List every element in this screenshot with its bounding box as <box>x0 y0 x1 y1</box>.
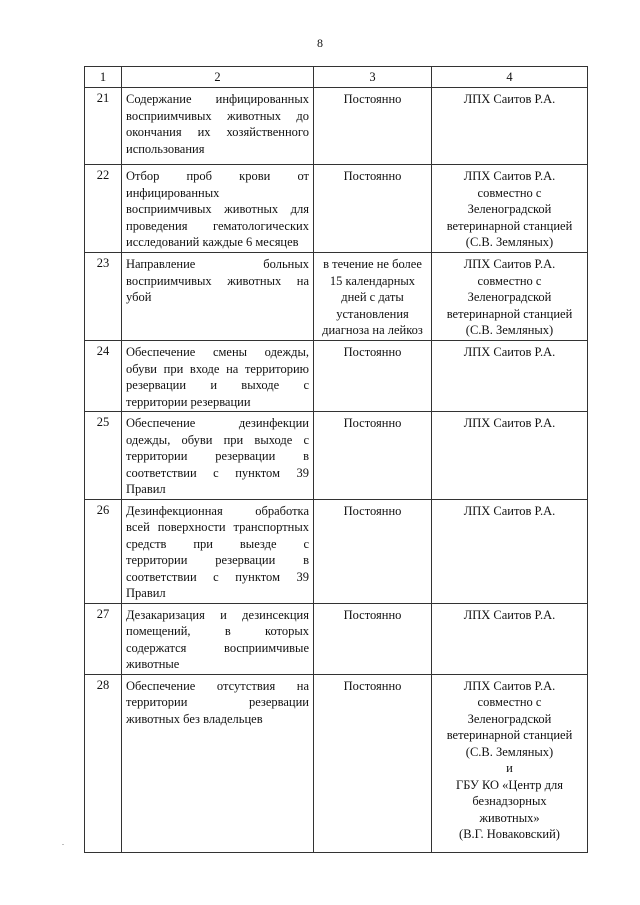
responsible-party-line: совместно с <box>477 273 542 288</box>
responsible-party-line: Зеленоградской <box>467 202 552 216</box>
measure-description <box>122 603 314 674</box>
column-header: 4 <box>432 67 588 88</box>
responsible-party-line: (В.Г. Новаковский) <box>459 827 560 841</box>
measure-description-line: Содержание инфицированных <box>126 92 309 106</box>
table-row <box>85 603 588 674</box>
responsible-party-line: ГБУ КО «Центр для <box>456 777 563 792</box>
row-number: 26 <box>85 499 122 603</box>
responsible-party-line: Зеленоградской <box>467 290 552 304</box>
measure-description-line: Обеспечение смены одежды, <box>126 345 309 359</box>
responsible-party-line: ветеринарной станцией <box>446 218 573 233</box>
responsible-party-line: ветеринарной станцией <box>446 728 573 742</box>
responsible-party-line: ветеринарной станцией <box>446 306 573 321</box>
measure-description-line: восприимчивых животных до <box>126 108 309 123</box>
measure-term-line: Постоянно <box>343 678 402 693</box>
measure-description <box>122 341 314 412</box>
measure-term <box>314 341 432 412</box>
responsible-party-line: и <box>506 761 513 775</box>
measure-description <box>122 412 314 500</box>
measure-description-line: Дезакаризация и дезинсекция <box>126 607 309 622</box>
measure-description-line: территории резервации <box>126 394 251 409</box>
responsible-party <box>432 499 588 603</box>
measure-term-line: Постоянно <box>343 416 402 430</box>
responsible-party-line: ЛПХ Саитов Р.А. <box>463 503 556 518</box>
measure-description-line: обуви при входе на территорию <box>126 361 309 376</box>
table-row <box>85 341 588 412</box>
responsible-party-line: ЛПХ Саитов Р.А. <box>463 345 556 359</box>
measure-term-line: Постоянно <box>343 607 402 622</box>
measure-description-line: Обеспечение отсутствия на <box>126 678 309 693</box>
measure-description <box>122 253 314 341</box>
measure-description <box>122 88 314 165</box>
measure-description-line: территории резервации <box>126 695 309 709</box>
responsible-party-line: ЛПХ Саитов Р.А. <box>463 678 556 693</box>
measure-term-line: Постоянно <box>343 503 402 518</box>
table-row <box>85 165 588 253</box>
responsible-party-line: ЛПХ Саитов Р.А. <box>463 169 556 183</box>
measure-description-line: убой <box>126 290 152 304</box>
responsible-party-line: совместно с <box>477 185 542 200</box>
page-number: 8 <box>317 36 323 50</box>
measure-description-line: Правил <box>126 482 166 496</box>
measure-description <box>122 499 314 603</box>
responsible-party <box>432 165 588 253</box>
measure-term-line: дней с даты <box>341 290 404 304</box>
table-row <box>85 674 588 852</box>
measure-term <box>314 674 432 852</box>
row-number: 28 <box>85 674 122 852</box>
table-row <box>85 88 588 165</box>
measure-description <box>122 674 314 852</box>
measure-description-line: резервации и выходе с <box>126 378 309 392</box>
row-number: 22 <box>85 165 122 253</box>
responsible-party <box>432 253 588 341</box>
measure-description-line: одежды, обуви при выходе с <box>126 432 309 447</box>
responsible-party <box>432 88 588 165</box>
measure-description-line: Правил <box>126 586 166 600</box>
measure-term-line: Постоянно <box>343 345 402 359</box>
row-number: 23 <box>85 253 122 341</box>
measure-term-line: 15 календарных <box>329 273 416 288</box>
measure-description-line: восприимчивых животных на <box>126 273 309 288</box>
responsible-party-line: животных» <box>479 810 540 825</box>
responsible-party-line: (С.В. Земляных) <box>465 744 554 759</box>
responsible-party <box>432 674 588 852</box>
measure-description-line: окончания их хозяйственного <box>126 125 309 139</box>
responsible-party-line: (С.В. Земляных) <box>465 323 554 337</box>
responsible-party-line: ЛПХ Саитов Р.А. <box>463 607 556 622</box>
measure-description-line: Отбор проб крови от <box>126 169 309 183</box>
measure-term-line: Постоянно <box>343 92 402 106</box>
measure-description-line: Направление больных <box>126 257 309 271</box>
measure-term <box>314 412 432 500</box>
measures-table <box>84 66 588 853</box>
responsible-party <box>432 341 588 412</box>
column-header: 3 <box>314 67 432 88</box>
measure-description-line: животных без владельцев <box>126 711 263 726</box>
responsible-party <box>432 412 588 500</box>
measure-term <box>314 603 432 674</box>
row-number: 21 <box>85 88 122 165</box>
measure-description-line: Дезинфекционная обработка <box>126 503 309 518</box>
measure-description-line: животные <box>126 657 180 671</box>
margin-mark: . <box>62 838 64 847</box>
measure-term-line: установления <box>336 306 409 321</box>
measure-description-line: территории резервации в <box>126 449 309 463</box>
measure-description <box>122 165 314 253</box>
responsible-party <box>432 603 588 674</box>
measure-description-line: содержатся восприимчивые <box>126 640 309 655</box>
measure-description-line: средств при выезде с <box>126 536 309 551</box>
table-header-row <box>85 67 588 88</box>
measure-description-line: Обеспечение дезинфекции <box>126 416 309 430</box>
responsible-party-line: безнадзорных <box>472 794 547 808</box>
measure-description-line: помещений, в которых <box>126 624 309 638</box>
row-number: 27 <box>85 603 122 674</box>
measure-term <box>314 88 432 165</box>
measure-term-line: Постоянно <box>343 169 402 183</box>
measure-description-line: использования <box>126 141 205 156</box>
measure-description-line: инфицированных <box>126 185 220 200</box>
measure-description-line: соответствии с пунктом 39 <box>126 465 309 480</box>
measure-description-line: территории резервации в <box>126 553 309 567</box>
responsible-party-line: (С.В. Земляных) <box>465 235 554 249</box>
table-row <box>85 412 588 500</box>
measure-description-line: проведения гематологических <box>126 218 309 233</box>
measure-term <box>314 499 432 603</box>
measure-description-line: всей поверхности транспортных <box>126 520 309 534</box>
measure-description-line: исследований каждые 6 месяцев <box>126 235 299 249</box>
measure-description-line: соответствии с пунктом 39 <box>126 569 309 584</box>
responsible-party-line: Зеленоградской <box>467 711 552 726</box>
measure-term <box>314 253 432 341</box>
measure-term-line: диагноза на лейкоз <box>322 323 423 337</box>
column-header: 1 <box>85 67 122 88</box>
measure-description-line: восприимчивых животных для <box>126 202 309 216</box>
measure-term <box>314 165 432 253</box>
responsible-party-line: ЛПХ Саитов Р.А. <box>463 92 556 106</box>
responsible-party-line: ЛПХ Саитов Р.А. <box>463 416 556 430</box>
responsible-party-line: ЛПХ Саитов Р.А. <box>463 257 556 271</box>
measure-term-line: в течение не более <box>323 257 422 271</box>
responsible-party-line: совместно с <box>477 695 542 709</box>
row-number: 25 <box>85 412 122 500</box>
column-header: 2 <box>122 67 314 88</box>
table-row <box>85 253 588 341</box>
row-number: 24 <box>85 341 122 412</box>
table-row <box>85 499 588 603</box>
